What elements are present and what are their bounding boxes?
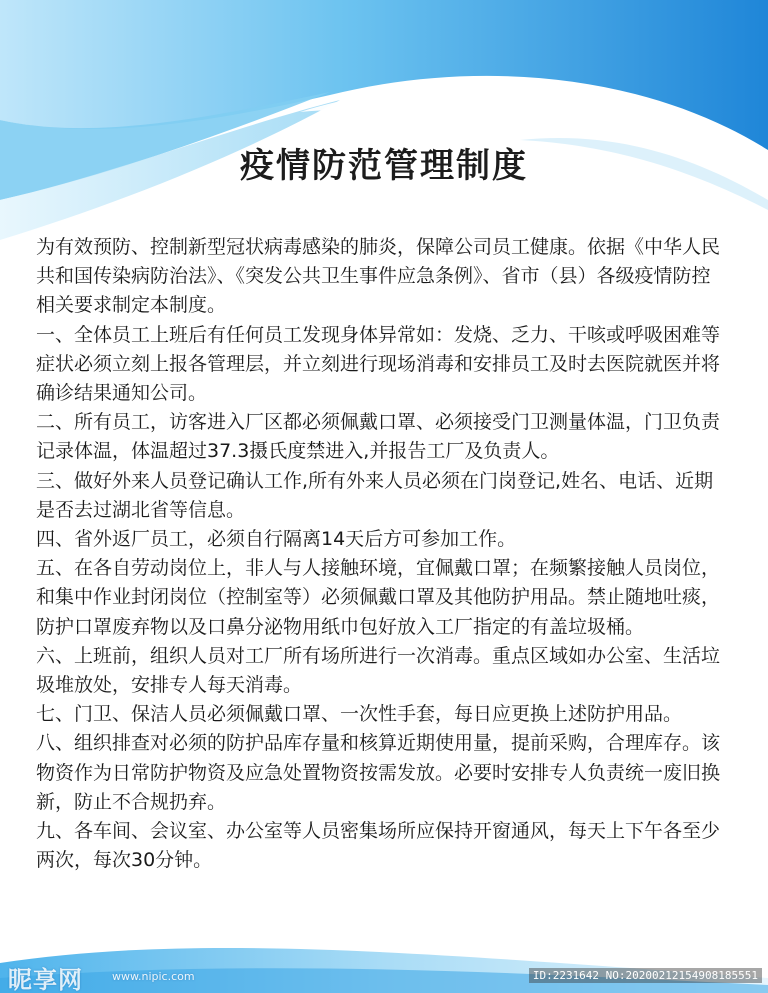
watermark-logo: 昵享网	[8, 966, 83, 993]
image-id-label: ID:2231642 NO:20200212154908185551	[529, 968, 762, 983]
header-wave-decoration	[0, 0, 768, 260]
rule-item-7: 七、门卫、保洁人员必须佩戴口罩、一次性手套，每日应更换上述防护用品。	[36, 703, 683, 726]
page-title: 疫情防范管理制度	[240, 146, 528, 186]
rule-item-2: 二、所有员工，访客进入厂区都必须佩戴口罩、必须接受门卫测量体温，门卫负责记录体温，体温超过37.3摄氏度禁进入,并报告工厂及负责人。	[36, 411, 721, 463]
rule-item-5: 五、在各自劳动岗位上，非人与人接触环境，宜佩戴口罩；在频繁接触人员岗位，和集中作业封闭岗位（控制室等）必须佩戴口罩及其他防护用品。禁止随地吐痰，防护口罩废弃物以及口鼻分泌物用纸巾包好放入工厂指定的有盖垃圾桶。	[36, 557, 721, 638]
regulation-body	[36, 233, 726, 875]
rule-item-4: 四、省外返厂员工，必须自行隔离14天后方可参加工作。	[36, 528, 517, 551]
rule-item-3: 三、做好外来人员登记确认工作,所有外来人员必须在门岗登记,姓名、电话、近期是否去过湖北省等信息。	[36, 469, 714, 521]
rule-item-9: 九、各车间、会议室、办公室等人员密集场所应保持开窗通风，每天上下午各至少两次，每次30分钟。	[36, 820, 721, 872]
rule-item-8: 八、组织排查对必须的防护品库存量和核算近期使用量，提前采购，合理库存。该物资作为日常防护物资及应急处置物资按需发放。必要时安排专人负责统一废旧换新，防止不合规扔弃。	[36, 732, 721, 813]
watermark-site: www.nipic.com	[112, 970, 195, 983]
rule-item-1: 一、全体员工上班后有任何员工发现身体异常如：发烧、乏力、干咳或呼吸困难等症状必须立刻上报各管理层，并立刻进行现场消毒和安排员工及时去医院就医并将确诊结果通知公司。	[36, 323, 721, 405]
intro-paragraph: 为有效预防、控制新型冠状病毒感染的肺炎，保障公司员工健康。依据《中华人民共和国传染病防治法》、《突发公共卫生事件应急条例》、省市（县）各级疫情防控相关要求制定本制度。	[36, 236, 721, 317]
rule-item-6: 六、上班前，组织人员对工厂所有场所进行一次消毒。重点区域如办公室、生活垃圾堆放处，安排专人每天消毒。	[36, 644, 721, 697]
